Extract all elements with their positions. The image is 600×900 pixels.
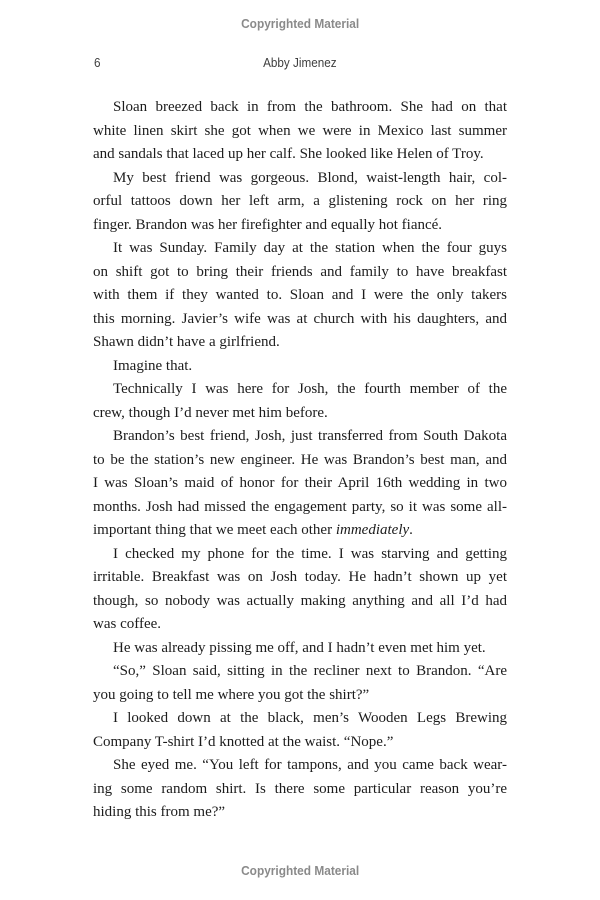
text-segment: though, so nobody was actually making anything and all I’d had xyxy=(93,592,507,609)
body-line xyxy=(93,284,507,308)
text-segment: with them if they wanted to. Sloan and I were the only takers xyxy=(93,287,507,303)
paragraph xyxy=(93,355,507,379)
body-line xyxy=(93,331,507,355)
body-line xyxy=(93,190,507,214)
text-segment: I looked down at the black, men’s Wooden Legs Brewing xyxy=(113,710,507,726)
body-line xyxy=(93,120,507,144)
body-line xyxy=(93,660,507,684)
text-segment: and sandals that laced up her calf. She looked like Helen of Troy. xyxy=(93,146,484,162)
text-segment: to be the station’s new engineer. He was Brandon’s best man, and xyxy=(93,451,507,468)
text-segment: important thing that we meet each other xyxy=(93,522,336,538)
text-segment: Company T-shirt I’d knotted at the waist. “Nope.” xyxy=(93,733,394,750)
text-segment: I checked my phone for the time. I was starving and getting xyxy=(113,545,507,562)
body-line xyxy=(93,637,507,661)
text-segment: finger. Brandon was her firefighter and equally hot fiancé. xyxy=(93,216,443,233)
emphasized-text: immediately xyxy=(335,522,410,538)
body-line xyxy=(93,566,507,590)
body-text xyxy=(93,96,507,825)
copyright-notice-bottom-label: Copyrighted Material xyxy=(240,864,360,878)
body-line xyxy=(93,143,507,167)
body-line xyxy=(93,214,507,238)
paragraph xyxy=(93,237,507,355)
copyright-notice-bottom xyxy=(0,864,600,878)
body-line xyxy=(93,801,507,825)
text-segment: He was already pissing me off, and I hadn’t even met him yet. xyxy=(113,639,486,656)
running-header-author-label: Abby Jimenez xyxy=(263,55,337,70)
text-segment: hiding this from me?” xyxy=(93,804,226,820)
body-line xyxy=(93,613,507,637)
paragraph xyxy=(93,167,507,238)
text-segment: It was Sunday. Family day at the station when the four guys xyxy=(113,240,507,256)
text-segment: My best friend was gorgeous. Blond, waist-length hair, col- xyxy=(113,169,507,186)
body-line xyxy=(93,425,507,449)
body-line xyxy=(93,355,507,379)
paragraph xyxy=(93,707,507,754)
body-line xyxy=(93,590,507,614)
body-line xyxy=(93,778,507,802)
text-segment: “So,” Sloan said, sitting in the recliner next to Brandon. “Are xyxy=(113,663,507,679)
text-segment: orful tattoos down her left arm, a glistening rock on her ring xyxy=(93,193,507,209)
body-line xyxy=(93,308,507,332)
paragraph xyxy=(93,754,507,825)
page-header xyxy=(0,55,600,72)
text-segment: Shawn didn’t have a girlfriend. xyxy=(93,334,280,350)
text-segment: you going to tell me where you got the shirt?” xyxy=(93,686,370,703)
body-line xyxy=(93,496,507,520)
page-number: 6 xyxy=(94,55,101,70)
body-line xyxy=(93,472,507,496)
paragraph xyxy=(93,543,507,637)
copyright-notice-top-label: Copyrighted Material xyxy=(240,17,360,31)
copyright-notice-top xyxy=(0,17,600,31)
paragraph xyxy=(93,96,507,167)
body-line xyxy=(93,543,507,567)
body-line xyxy=(93,684,507,708)
text-segment: crew, though I’d never met him before. xyxy=(93,404,328,421)
body-line xyxy=(93,519,507,543)
text-segment: She eyed me. “You left for tampons, and you came back wear- xyxy=(113,757,507,773)
text-segment: ing some random shirt. Is there some particular reason you’re xyxy=(93,780,507,797)
body-line xyxy=(93,707,507,731)
body-line xyxy=(93,754,507,778)
body-line xyxy=(93,237,507,261)
text-segment: white linen skirt she got when we were in Mexico last summer xyxy=(93,122,507,139)
text-segment: months. Josh had missed the engagement party, so it was some all- xyxy=(93,498,507,515)
text-segment: was coffee. xyxy=(93,616,162,632)
body-line xyxy=(93,402,507,426)
text-segment: Technically I was here for Josh, the fourth member of the xyxy=(113,381,507,397)
body-line xyxy=(93,167,507,191)
running-header-author xyxy=(0,55,600,70)
text-segment: Sloan breezed back in from the bathroom. She had on that xyxy=(113,99,507,115)
text-segment: Imagine that. xyxy=(113,357,193,374)
paragraph xyxy=(93,637,507,661)
text-segment: on shift got to bring their friends and family to have breakfast xyxy=(93,263,507,280)
text-segment: irritable. Breakfast was on Josh today. He hadn’t shown up yet xyxy=(93,569,507,585)
text-segment: Brandon’s best friend, Josh, just transferred from South Dakota xyxy=(113,428,507,444)
text-segment: . xyxy=(409,522,413,538)
body-line xyxy=(93,96,507,120)
text-segment: this morning. Javier’s wife was at church with his daughters, and xyxy=(93,310,507,327)
paragraph xyxy=(93,425,507,543)
body-line xyxy=(93,378,507,402)
paragraph xyxy=(93,378,507,425)
body-line xyxy=(93,449,507,473)
text-segment: I was Sloan’s maid of honor for their April 16th wedding in two xyxy=(93,475,507,491)
paragraph xyxy=(93,660,507,707)
body-line xyxy=(93,731,507,755)
body-line xyxy=(93,261,507,285)
